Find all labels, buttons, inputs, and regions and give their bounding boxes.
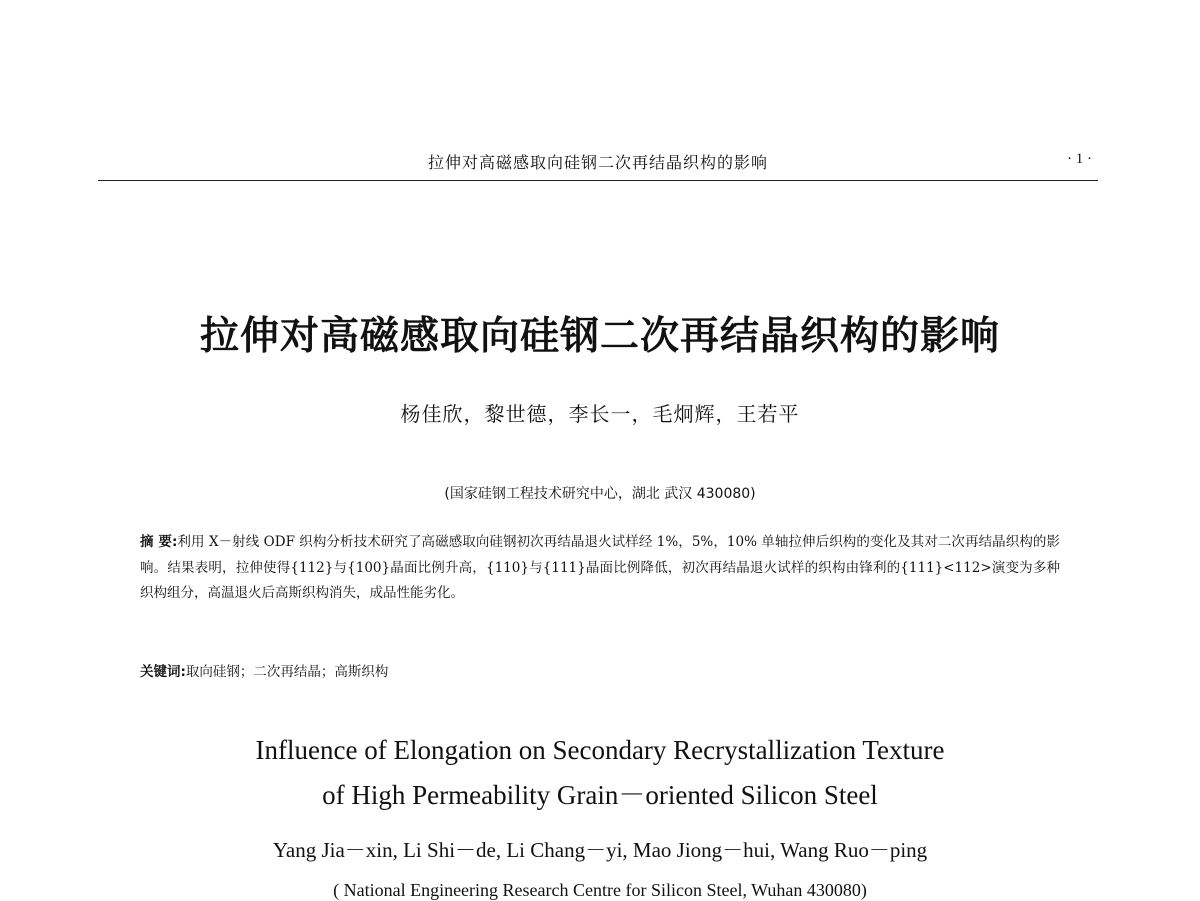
abstract-label: 摘 要: — [140, 534, 178, 550]
abstract-cn — [140, 530, 1060, 607]
affiliation-cn: (国家硅钢工程技术研究中心，湖北 武汉 430080) — [444, 486, 756, 502]
running-title: 拉伸对高磁感取向硅钢二次再结晶织构的影响 — [427, 153, 768, 172]
title-en-line-2: of High Permeability Grain－oriented Silicon Steel — [322, 780, 878, 810]
authors-en: Yang Jia－xin, Li Shi－de, Li Chang－yi, Mao Jiong－hui, Wang Ruo－ping — [272, 838, 928, 862]
abstract-text: 利用 X－射线 ODF 织构分析技术研究了高磁感取向硅钢初次再结晶退火试样经 1%，5%，10% 单轴拉伸后织构的变化及其对二次再结晶织构的影响。结果表明，拉伸使得{112}与{100}晶面比例升高，{110}与{111}晶面比例降低，初次再结晶退火试样的织构由锋利的{111}<112>演变为多种织构组分，高温退火后高斯织构消失，成品性能劣化。 — [140, 534, 1060, 601]
page-number: · 1 · — [1067, 151, 1092, 167]
article-title-en — [0, 728, 1200, 818]
keywords-label: 关键词: — [140, 664, 186, 680]
article-title-cn: 拉伸对高磁感取向硅钢二次再结晶织构的影响 — [199, 313, 1000, 359]
authors-cn: 杨佳欣，黎世德，李长一，毛炯辉，王若平 — [400, 402, 800, 426]
affiliation-en: ( National Engineering Research Centre for Silicon Steel, Wuhan 430080) — [333, 880, 867, 900]
keywords-cn — [140, 660, 1060, 685]
keywords-text: 取向硅钢；二次再结晶；高斯织构 — [185, 664, 389, 680]
title-en-line-1: Influence of Elongation on Secondary Recrystallization Texture — [255, 735, 945, 765]
running-header — [98, 150, 1098, 181]
